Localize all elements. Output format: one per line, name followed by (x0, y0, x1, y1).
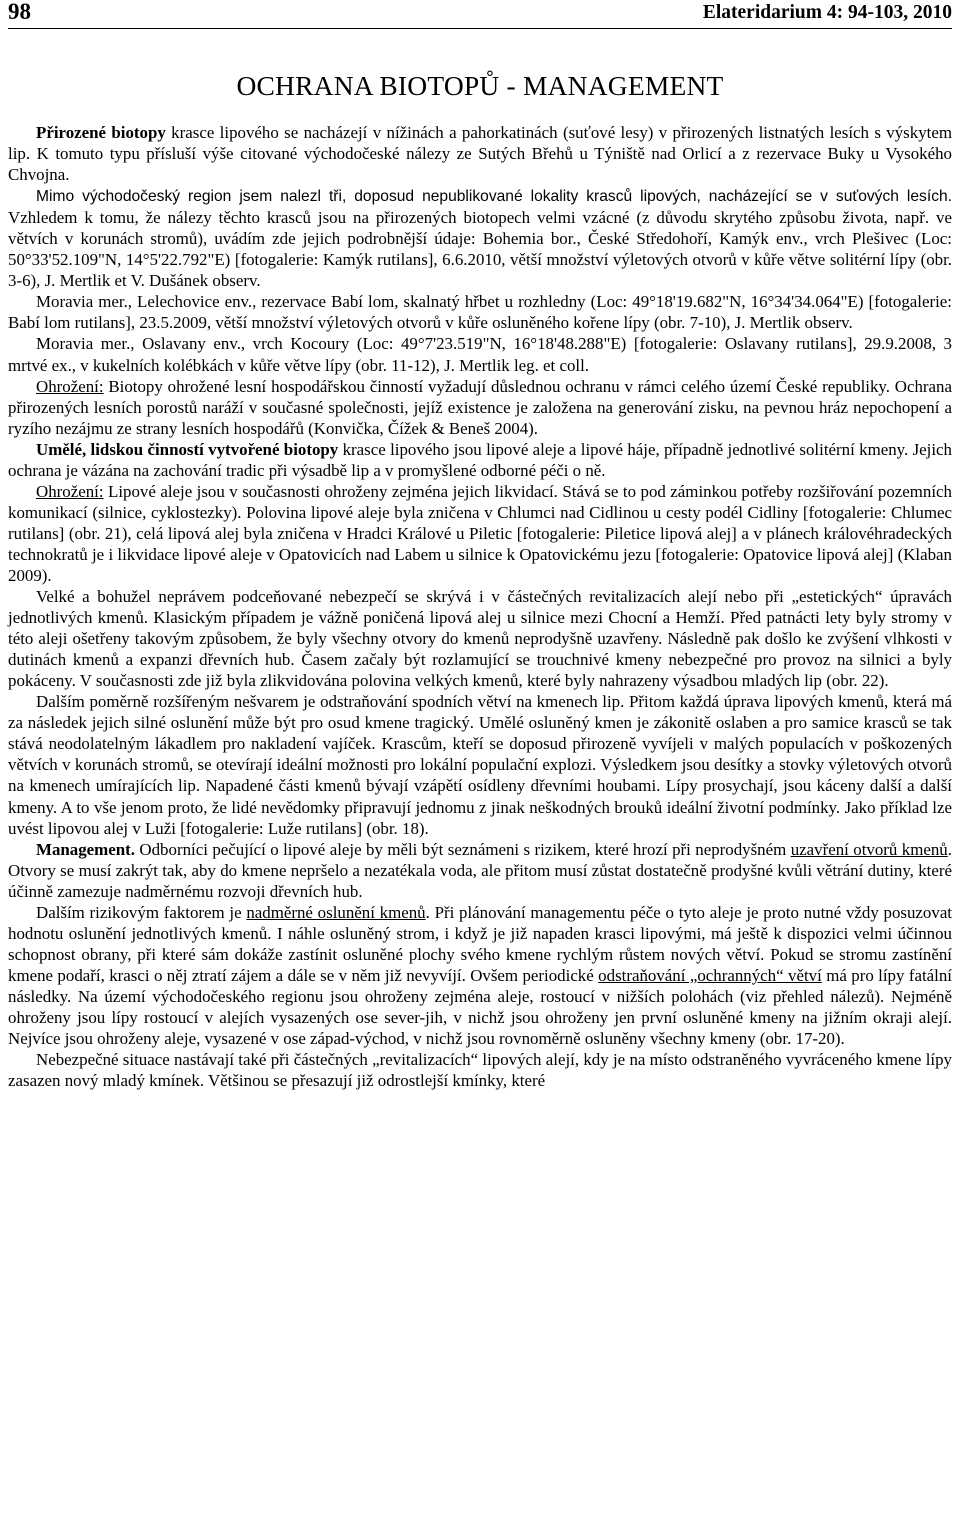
paragraph-heading: Ohrožení: (36, 376, 104, 396)
paragraph-threats-natural (8, 376, 952, 439)
paragraph-locality-oslavany: Moravia mer., Oslavany env., vrch Kocoury (Loc: 49°7'23.519"N, 16°18'48.288"E) [fotogalerie: Oslavany rutilans], 29.9.2008, 3 mrtvé ex., v kukelních kolébkách v kůře větve lípy (obr. 11-12), J. Mertlik leg. et coll. (8, 334, 952, 375)
paragraph-management (8, 839, 952, 902)
paragraph-sun-exposure (8, 902, 952, 1049)
journal-citation: Elateridarium 4: 94-103, 2010 (702, 2, 952, 23)
paragraph-text: krasce lipového se nacházejí v nížinách a pahorkatinách (suťové lesy) v přirozených listnatých lesích s výskytem lip. K tomuto typu přísluší výše citované východočeské nálezy ze Sutých Břehů u Týniště nad Orlicí a z rezervace Buky u Vysokého Chvojna. (8, 123, 952, 185)
underlined-term: uzavření otvorů kmenů (790, 839, 948, 859)
paragraph-heading: Ohrožení: (36, 481, 104, 501)
paragraph-text: má pro lípy fatální následky. Na území východočeského regionu jsou ohroženy zejména aleje, rostoucí v nižších polohách (viz přehled nálezů). Nejméně ohroženy jsou lípy rostoucí v alejích vysazených ose sever-jih, v nichž jsou ohroženy jen první osluněné kmeny na jižním okraji alejí. Nejvíce jsou ohroženy aleje, vysazené v ose západ-východ, v nichž jsou rovnoměrně osluněny všechny kmeny (obr. 17-20). (8, 965, 952, 1049)
paragraph-text: krasce lipového jsou lipové aleje a lipové háje, případně jednotlivé solitérní kmeny. Jejich ochrana je vázána na zachování tradic při výsadbě lip a v promyšlené odborné péči o ně. (8, 439, 952, 480)
paragraph-text: Odborníci pečující o lipové aleje by měli být seznámeni s rizikem, které hrozí při neprodyšném (134, 839, 791, 859)
paragraph-heading: Umělé, lidskou činností vytvořené biotopy (36, 439, 339, 459)
paragraph-heading: Management. (36, 839, 135, 859)
running-header (8, 0, 952, 29)
paragraph-branch-removal: Dalším poměrně rozšířeným nešvarem je odstraňování spodních větví na kmenech lip. Přitom každá úprava lipových kmenů, která má za následek jejich silné oslunění může být pro osud kmene tragický. Umělé osluněný kmen je zákonitě oslaben a pro samice krasců se tak stává neodolatelným lákadlem pro nakladení vajíček. Krascům, kteří se doposud přirozeně vyvíjeli v malých populacích v poškozených větvích v korunách stromů, se otevírají ideální možnosti pro lokální populační explozi. Výsledkem jsou desítky a stovky výletových otvorů na kmenech umírajících lip. Napadené části kmenů bývají vzápětí osídleny dřevními houbami. Lípy prosychají, jsou káceny další a další kmeny. A to vše jenom proto, že lidé nevědomky připravují jednomu z jinak neškodných brouků ideální životní podmínky. Jako příklad lze uvést lipovou alej v Luži [fotogalerie: Luže rutilans] (obr. 18). (8, 692, 952, 838)
paragraph-natural-biotopes (8, 122, 952, 185)
paragraph-revitalization-danger: Velké a bohužel neprávem podceňované nebezpečí se skrývá i v částečných revitalizacích alejí nebo při „estetických“ úpravách jednotlivých kmenů. Klasickým případem je vážně poničená lipová alej u silnice mezi Chocní a Hemží. Před patnácti lety byly stromy v této aleji ošetřeny takovým způsobem, že byly všechny otvory do kmenů neprodyšně uzavřeny. Následně pak došlo ke zvýšení vlhkosti v dutinách kmenů a expanzi dřevních hub. Časem začaly být rozlamující se trouchnivé kmeny nebezpečné pro provoz na silnici a byly pokáceny. V současnosti zde již byla zlikvidována polovina velkých kmenů, které byly nahrazeny výsadbou mladých lip (obr. 22). (8, 587, 952, 691)
paragraph-artificial-biotopes (8, 439, 952, 481)
paragraph-text: . Otvory se musí zakrýt tak, aby do kmene nepršelo a nezatékala voda, ale přitom musí zůstat dostatečně prodyšné kvůli větrání dutiny, které účinně zamezuje nadměrnému rozvoji dřevních hub. (8, 839, 952, 901)
paragraph-text: . Při plánování managementu péče o tyto aleje je proto nutné vždy posuzovat hodnotu oslunění jednotlivých kmenů. I náhle osluněný strom, i když je již napaden krasci lipovými, má ještě k dispozici velmi účinnou schopnost obrany, při které sám dokáže zastínit osluněné plochy svého kmene rychlým růstem nových větví. Pokud se stromu zastínění kmene podaří, krasci o něj ztratí zájem a dále se v něm již nevyvíjí. Ovšem periodické (8, 902, 953, 985)
body-text (8, 122, 952, 1091)
paragraph-threats-alleys (8, 481, 952, 586)
paragraph-locality-babi-lom: Moravia mer., Lelechovice env., rezervace Babí lom, skalnatý hřbet u rozhledny (Loc: 49°18'19.682"N, 16°34'34.064"E) [fotogalerie: Babí lom rutilans], 23.5.2009, větší množství výletových otvorů v kůře osluněného kořene lípy (obr. 7-10), J. Mertlik observ. (8, 292, 952, 333)
paragraph-text: Dalším rizikovým faktorem je (36, 902, 247, 922)
paragraph-text: Lipové aleje jsou v současnosti ohroženy zejména jejich likvidací. Stává se to pod záminkou potřeby rozšiřování pozemních komunikací (silnice, cyklostezky). Polovina lipové aleje byla zničena v Chlumci nad Cidlinou u cesty podél Cidliny [fotogalerie: Chlumec rutilans] (obr. 21), celá lipová alej byla zničena v Hradci Králové u Piletic [fotogalerie: Piletice lipová alej] a v plánech královéhradeckých technokratů je i likvidace lipové aleje v Opatovicích nad Labem u silnice k Opatovickému jezu [fotogalerie: Opatovice lipová alej] (Klaban 2009). (8, 481, 952, 585)
underlined-term: odstraňování „ochranných“ větví (598, 965, 822, 985)
paragraph-text: Biotopy ohrožené lesní hospodářskou činností vyžadují důslednou ochranu v rámci celého území České republiky. Ochrana přirozených lesních porostů naráží v současné společnosti, jejíž existence je založena na generování zisku, na pevnou hráz nepochopení a ryzího nezájmu ze strany lesních hospodářů (Konvička, Čížek & Beneš 2004). (8, 376, 952, 438)
section-title: OCHRANA BIOTOPŮ - MANAGEMENT (236, 70, 724, 101)
page-number: 98 (8, 0, 31, 24)
underlined-term: nadměrné oslunění kmenů (246, 902, 426, 922)
paragraph-text: Vzhledem k tomu, že nálezy těchto krasců jsou na přirozených biotopech velmi vzácné (z důvodu skrytého způsobu života, např. ve větvích v korunách stromů), uvádím zde jejich podrobnější údaje: Bohemia bor., České Středohoří, Kamýk env., vrch Plešivec (Loc: 50°33'52.109"N, 14°5'22.792"E) [fotogalerie: Kamýk rutilans], 6.6.2010, větší množství výletových otvorů v kůře větve solitérní lípy (obr. 3-6), J. Mertlik et V. Dušánek observ. (8, 208, 952, 291)
paragraph-text-sans: Mimo východočeský region jsem nalezl tři, doposud nepublikované lokality krasců lipových, nacházející se v suťových lesích. (36, 188, 952, 206)
paragraph-heading: Přirozené biotopy (36, 123, 166, 142)
paragraph-localities (8, 185, 952, 291)
paragraph-partial-revitalization: Nebezpečné situace nastávají také při částečných „revitalizacích“ lipových alejí, kdy je na místo odstraněného vyvráceného kmene lípy zasazen nový mladý kmínek. Většinou se přesazují již odrostlejší kmínky, které (8, 1050, 952, 1091)
